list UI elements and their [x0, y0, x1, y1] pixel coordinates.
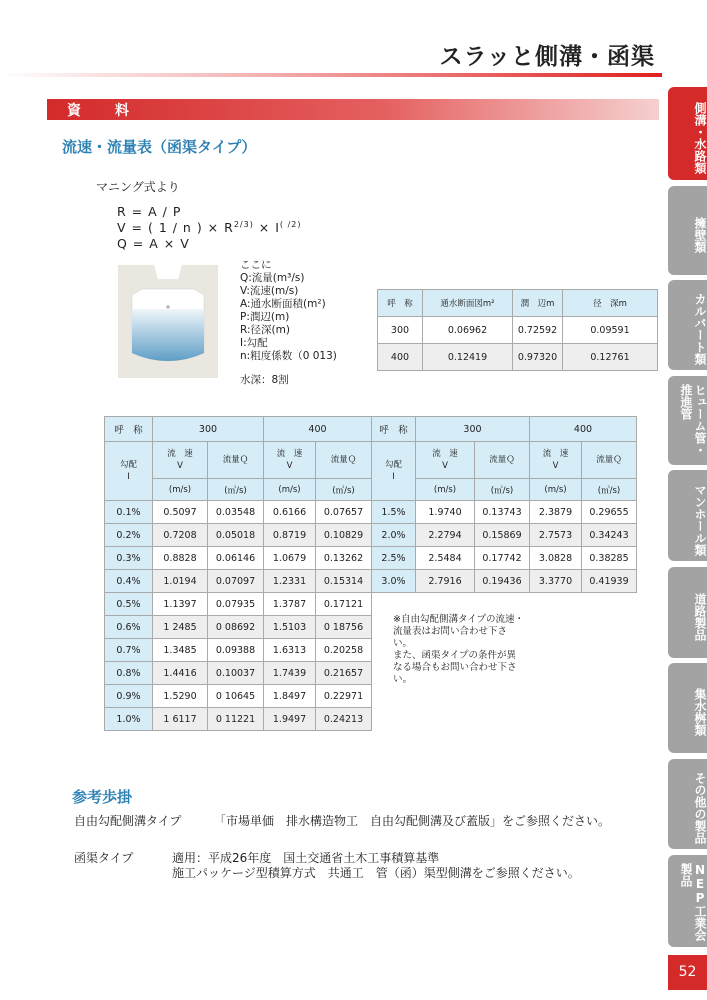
table-cell	[530, 662, 582, 685]
sidebar-tab-manholes[interactable]: マンホール類	[668, 470, 707, 561]
title-underline	[0, 73, 662, 77]
unit-header: (m/s)	[416, 479, 475, 501]
definition-line: n:粗度係数（0 013)	[240, 350, 337, 362]
flow-header: 流量Ｑ	[208, 442, 264, 479]
table-cell: 300	[378, 317, 423, 344]
sidebar-tab-road-products[interactable]: 道路製品	[668, 567, 707, 658]
table-cell: 0.05018	[208, 524, 264, 547]
reference-text: 「市場単価 排水構造物工 自由勾配側溝及び蓋版」をご参照ください。	[214, 814, 611, 828]
unit-header: (㎥/s)	[582, 479, 637, 501]
sidebar-tab-other-products[interactable]: その他の製品	[668, 759, 707, 849]
unit-header: (㎥/s)	[208, 479, 264, 501]
table-row	[105, 593, 637, 616]
table-cell	[530, 639, 582, 662]
page-number: 52	[668, 955, 707, 990]
table-cell: 1.1397	[153, 593, 208, 616]
table-cell: 0.15869	[475, 524, 530, 547]
table-cell: 0.8%	[105, 662, 153, 685]
name-header: 呼 称	[105, 417, 153, 442]
size-header-300: 300	[153, 417, 264, 442]
definition-line: P:潤辺(m)	[240, 311, 290, 323]
table-cell: 0.10037	[208, 662, 264, 685]
slope-header: 勾配 I	[105, 442, 153, 501]
table-cell: 1 6117	[153, 708, 208, 731]
table-cell: 0 18756	[316, 616, 372, 639]
table-cell: 2.5484	[416, 547, 475, 570]
table-header-cell: 呼 称	[378, 290, 423, 317]
table-cell: 1.5%	[372, 501, 416, 524]
table-cell	[530, 685, 582, 708]
table-cell: 1.7439	[264, 662, 316, 685]
table-cell	[582, 593, 637, 616]
table-cell: 1.0194	[153, 570, 208, 593]
table-cell	[372, 685, 416, 708]
sidebar-tab-culverts[interactable]: カルバート類	[668, 280, 707, 370]
velocity-header: 流 速 V	[416, 442, 475, 479]
sidebar-tab-nep-products[interactable]: NEP工業会製品	[668, 855, 707, 947]
table-cell: 0.09388	[208, 639, 264, 662]
unit-header: (㎥/s)	[475, 479, 530, 501]
table-cell: 1.2331	[264, 570, 316, 593]
velocity-flow-table-body	[105, 501, 637, 731]
table-cell	[372, 593, 416, 616]
sidebar-tab-catch-basins[interactable]: 集水桝類	[668, 663, 707, 753]
table-header-cell: 通水断面図m²	[423, 290, 513, 317]
section-properties-table	[377, 289, 658, 371]
table-cell: 0.13262	[316, 547, 372, 570]
water-depth-label: 水深：8割	[240, 374, 289, 386]
table-cell: 1.0679	[264, 547, 316, 570]
table-row	[105, 639, 637, 662]
table-cell	[530, 593, 582, 616]
table-cell: 0.6%	[105, 616, 153, 639]
table-cell: 0.72592	[513, 317, 563, 344]
table-cell	[530, 708, 582, 731]
table-cell: 1.5290	[153, 685, 208, 708]
definition-line: A:通水断面積(m²)	[240, 298, 326, 310]
table-cell: 0.2%	[105, 524, 153, 547]
table-cell	[530, 616, 582, 639]
formula-r: R = A / P	[117, 204, 182, 219]
unit-header: (m/s)	[264, 479, 316, 501]
table-cell: 2.7573	[530, 524, 582, 547]
table-cell: 2.3879	[530, 501, 582, 524]
table-header-row	[378, 290, 658, 317]
table-cell: 0.21657	[316, 662, 372, 685]
size-header-400: 400	[264, 417, 372, 442]
reference-title: 参考歩掛	[72, 788, 133, 806]
table-cell	[372, 708, 416, 731]
table-cell: 0.6166	[264, 501, 316, 524]
formula-v	[117, 220, 302, 235]
size-header-300: 300	[416, 417, 530, 442]
velocity-flow-table	[104, 416, 637, 731]
table-cell: 0 10645	[208, 685, 264, 708]
table-cell: 0.29655	[582, 501, 637, 524]
table-row	[105, 685, 637, 708]
table-cell: 0.06962	[423, 317, 513, 344]
velocity-header: 流 速 V	[153, 442, 208, 479]
velocity-header: 流 速 V	[264, 442, 316, 479]
velocity-header: 流 速 V	[530, 442, 582, 479]
definition-line: R:径深(m)	[240, 324, 290, 336]
table-cell: 0.07657	[316, 501, 372, 524]
table-cell: 1.6313	[264, 639, 316, 662]
table-cell: 0.19436	[475, 570, 530, 593]
table-cell: 2.7916	[416, 570, 475, 593]
table-header-cell: 径 深m	[563, 290, 658, 317]
table-row	[105, 570, 637, 593]
formula-v-mid: × I	[253, 220, 280, 236]
table-cell: 0.15314	[316, 570, 372, 593]
section-subtitle: 流速・流量表（函渠タイプ）	[62, 138, 257, 156]
table-cell: 0.13743	[475, 501, 530, 524]
table-row	[378, 344, 658, 371]
table-cell	[475, 685, 530, 708]
table-cell: 0.7%	[105, 639, 153, 662]
table-cell: 1.3787	[264, 593, 316, 616]
table-row	[105, 708, 637, 731]
table-cell	[475, 593, 530, 616]
unit-header: (㎥/s)	[316, 479, 372, 501]
table-cell: 0.34243	[582, 524, 637, 547]
table-cell: 0.06146	[208, 547, 264, 570]
size-header-400: 400	[530, 417, 637, 442]
table-cell: 0.41939	[582, 570, 637, 593]
table-cell: 3.3770	[530, 570, 582, 593]
reference-text: 施工パッケージ型積算方式 共通工 管（函）渠型側溝をご参照ください。	[172, 866, 580, 880]
table-cell: 0.17742	[475, 547, 530, 570]
table-cell: 0.12761	[563, 344, 658, 371]
flow-header: 流量Ｑ	[582, 442, 637, 479]
table-cell	[416, 708, 475, 731]
sidebar-tab-gutters[interactable]: 側溝・水路類	[668, 87, 707, 180]
table-cell: 0.07097	[208, 570, 264, 593]
table-cell: 400	[378, 344, 423, 371]
table-row	[105, 547, 637, 570]
table-cell: 3.0%	[372, 570, 416, 593]
table-cell: 0.1%	[105, 501, 153, 524]
table-cell	[582, 708, 637, 731]
table-row	[378, 317, 658, 344]
table-cell: 3.0828	[530, 547, 582, 570]
culvert-section-diagram	[118, 265, 218, 378]
page-title: スラッと側溝・函渠	[439, 44, 655, 70]
table-cell: 0.24213	[316, 708, 372, 731]
table-cell: 0.3%	[105, 547, 153, 570]
unit-header: (m/s)	[530, 479, 582, 501]
table-cell	[582, 662, 637, 685]
table-row	[105, 616, 637, 639]
table-cell: 1 2485	[153, 616, 208, 639]
table-row	[105, 524, 637, 547]
table-cell: 1.4416	[153, 662, 208, 685]
sidebar-tab-retaining-walls[interactable]: 擁壁類	[668, 186, 707, 275]
table-cell	[416, 685, 475, 708]
table-cell: 0.5097	[153, 501, 208, 524]
table-row	[105, 662, 637, 685]
table-cell: 1.3485	[153, 639, 208, 662]
table-cell: 0.97320	[513, 344, 563, 371]
table-note: ※自由勾配側溝タイプの流速・流量表はお問い合わせ下さい。 また、函渠タイプの条件が異なる場合もお問い合わせ下さい。	[393, 614, 524, 685]
table-cell: 0.07935	[208, 593, 264, 616]
table-cell	[582, 616, 637, 639]
formula-v-sup1: 2/3)	[233, 220, 254, 229]
table-cell: 1.9740	[416, 501, 475, 524]
table-cell	[582, 639, 637, 662]
table-cell: 0.17121	[316, 593, 372, 616]
table-cell: 0.8719	[264, 524, 316, 547]
reference-text: 適用：平成26年度 国土交通省土木工事積算基準	[172, 851, 440, 865]
flow-header: 流量Ｑ	[475, 442, 530, 479]
reference-label: 函渠タイプ	[74, 851, 134, 865]
table-cell: 0 11221	[208, 708, 264, 731]
table-cell	[416, 593, 475, 616]
definition-line: V:流速(m/s)	[240, 285, 299, 297]
reference-label: 自由勾配側溝タイプ	[74, 814, 182, 828]
definition-line: Q:流量(m³/s)	[240, 272, 305, 284]
table-cell: 0.09591	[563, 317, 658, 344]
section-band-label: 資 料	[67, 103, 139, 119]
table-cell: 0.5%	[105, 593, 153, 616]
unit-header: (m/s)	[153, 479, 208, 501]
table-cell: 0.9%	[105, 685, 153, 708]
table-cell: 0.20258	[316, 639, 372, 662]
table-row	[105, 501, 637, 524]
table-header-row	[105, 417, 637, 442]
table-cell: 0.10829	[316, 524, 372, 547]
formula-q: Q = A × V	[117, 236, 190, 251]
name-header: 呼 称	[372, 417, 416, 442]
table-header-cell: 潤 辺m	[513, 290, 563, 317]
table-cell	[582, 685, 637, 708]
section-band	[47, 99, 659, 120]
table-cell: 0.8828	[153, 547, 208, 570]
table-header-row	[105, 479, 637, 501]
definition-line: I:勾配	[240, 337, 268, 349]
table-cell: 0.38285	[582, 547, 637, 570]
manning-label: マニング式より	[96, 180, 180, 194]
table-cell: 1.5103	[264, 616, 316, 639]
table-cell: 1.8497	[264, 685, 316, 708]
table-cell: 2.2794	[416, 524, 475, 547]
table-cell: 0 08692	[208, 616, 264, 639]
flow-header: 流量Ｑ	[316, 442, 372, 479]
table-cell: 0.12419	[423, 344, 513, 371]
definition-line: ここに	[240, 259, 272, 271]
table-cell: 0.4%	[105, 570, 153, 593]
table-cell: 2.0%	[372, 524, 416, 547]
table-cell: 1.0%	[105, 708, 153, 731]
table-cell: 2.5%	[372, 547, 416, 570]
table-cell	[475, 708, 530, 731]
table-cell: 0.22971	[316, 685, 372, 708]
formula-v-sup2: ( /2)	[279, 220, 302, 229]
table-cell: 0.03548	[208, 501, 264, 524]
table-cell: 0.7208	[153, 524, 208, 547]
slope-header: 勾配 I	[372, 442, 416, 501]
table-header-row	[105, 442, 637, 479]
formula-v-pre: V = ( 1 / n ) × R	[117, 220, 234, 236]
table-cell: 1.9497	[264, 708, 316, 731]
sidebar-tab-hume-pipes[interactable]: ヒューム管・推進管	[668, 376, 707, 465]
